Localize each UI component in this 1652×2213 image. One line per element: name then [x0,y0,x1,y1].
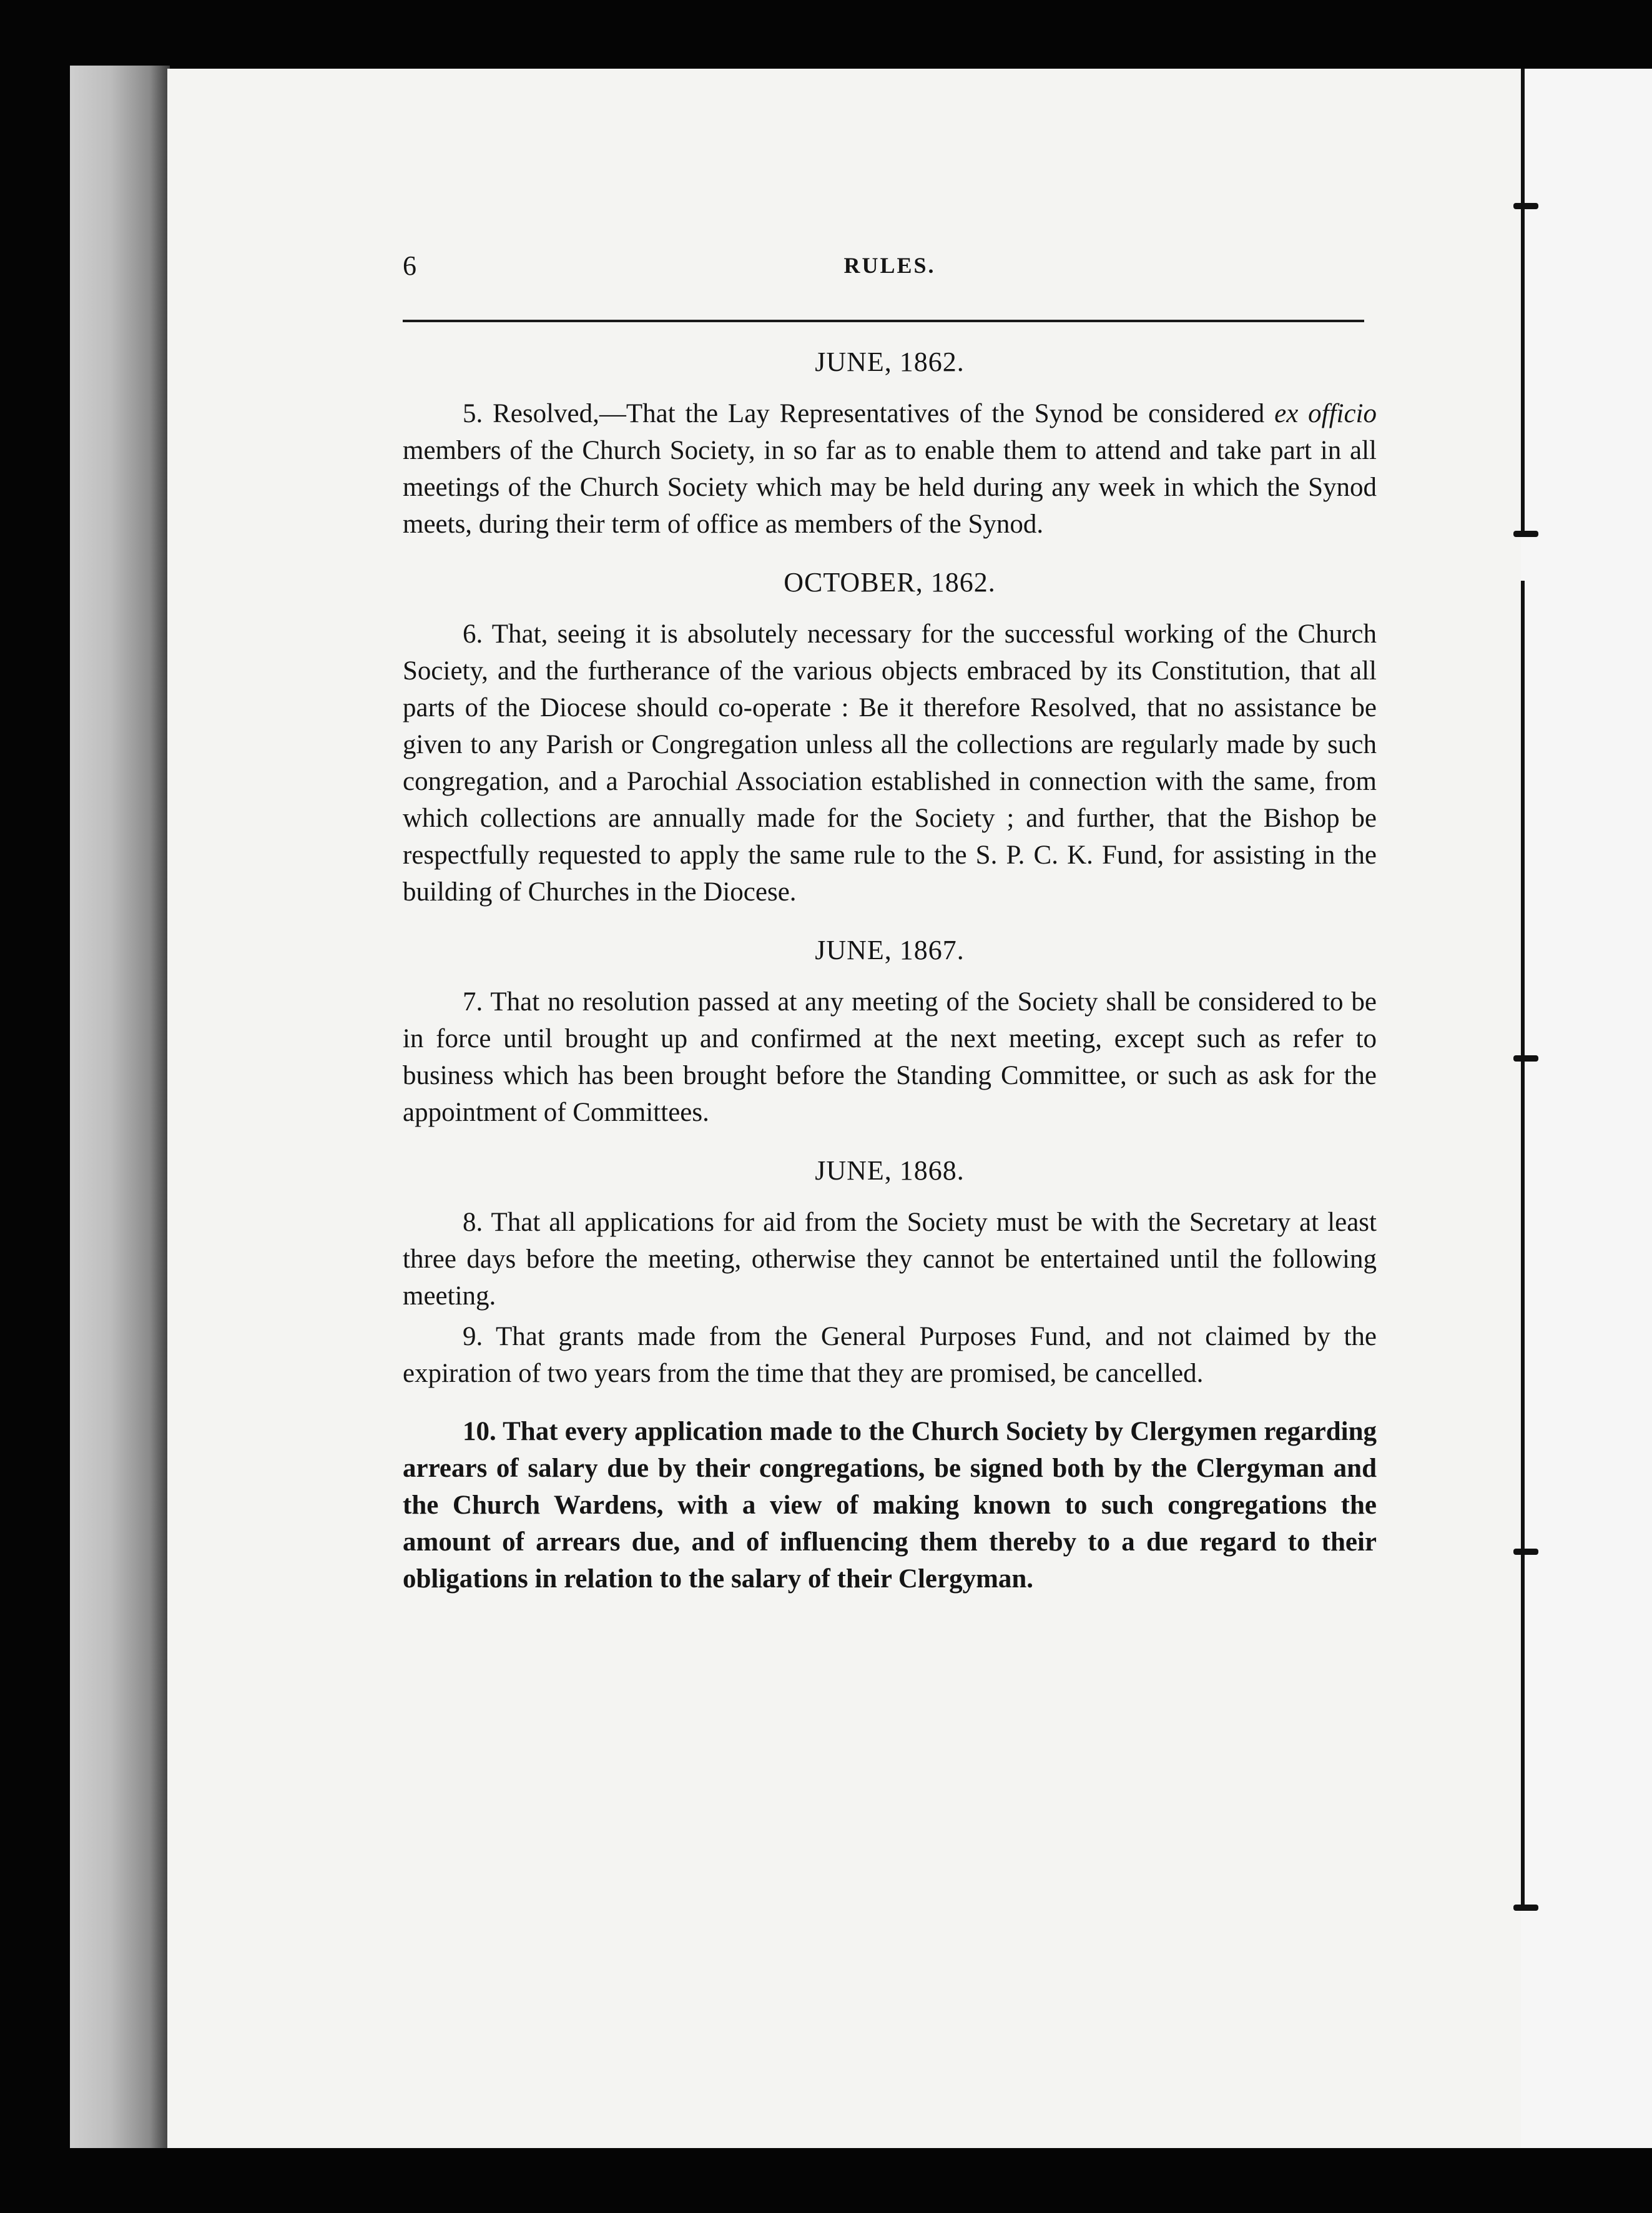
binding-edge-tick [1513,531,1538,537]
italic-phrase: ex officio [1274,399,1377,428]
header-rule [403,320,1364,322]
resolution-paragraph: 10. That every application made to the Church Society by Clergymen regarding arrears of salary due by their congregations, be signed both by the Clergyman and the Church Wardens, with a view of making known to such congregations the amount of arrears due, and of influencing them thereby to a due regard to their obligations in relation to the salary of their Clergyman. [403,1417,1377,1594]
running-head [403,250,1377,287]
binding-edge-tick [1513,1905,1538,1911]
scan-left-margin [70,66,170,2151]
section-date: JUNE, 1862. [815,347,965,377]
section-date: JUNE, 1867. [815,935,965,965]
section-date: JUNE, 1868. [815,1155,965,1186]
running-title: RULES. [843,253,936,278]
section-date: OCTOBER, 1862. [784,567,996,598]
resolution-paragraph [403,395,1377,543]
scan-bottom-margin [0,2148,1652,2213]
binding-edge-line [1521,581,1525,1911]
resolution-paragraph: 9. That grants made from the General Purposes Fund, and not claimed by the expiration of two years from the time that they are promised, be cancelled. [403,1322,1377,1388]
binding-edge-tick [1513,1055,1538,1062]
resolution-paragraph: 6. That, seeing it is absolutely necessary for the successful working of the Church Society, and the furtherance of the various objects embraced by its Constitution, that all parts of the Diocese should co-operate : Be it therefore Resolved, that no assistance be given to any Parish or Congregation unless all the collections are regularly made by such congregation, and a Parochial Association established in connection with the same, from which collections are annually made for the Society ; and further, that the Bishop be respectfully requested to apply the same rule to the S. P. C. K. Fund, for assisting in the building of Churches in the Diocese. [403,619,1377,907]
binding-edge-tick [1513,203,1538,209]
resolution-paragraph: 7. That no resolution passed at any meeting of the Society shall be considered to be in force until brought up and confirmed at the next meeting, except such as refer to business which has been brought before the Standing Committee, or such as ask for the appointment of Committees. [403,987,1377,1127]
resolution-paragraph: 8. That all applications for aid from the Society must be with the Secretary at least three days before the meeting, otherwise they cannot be entertained until the following meeting. [403,1208,1377,1311]
paragraph-text: members of the Church Society, in so far as to enable them to attend and take part in all meetings of the Church Society which may be held during any week in which the Synod meets, during their term of office as members of the Synod. [403,436,1377,539]
binding-edge-line [1521,187,1525,537]
binding-edge-tick [1513,1549,1538,1555]
page-content [403,250,1377,1601]
scan-right-margin [1521,69,1652,2148]
page-number: 6 [403,250,416,281]
paragraph-text: 5. Resolved,—That the Lay Representatives of the Synod be considered [463,399,1275,428]
